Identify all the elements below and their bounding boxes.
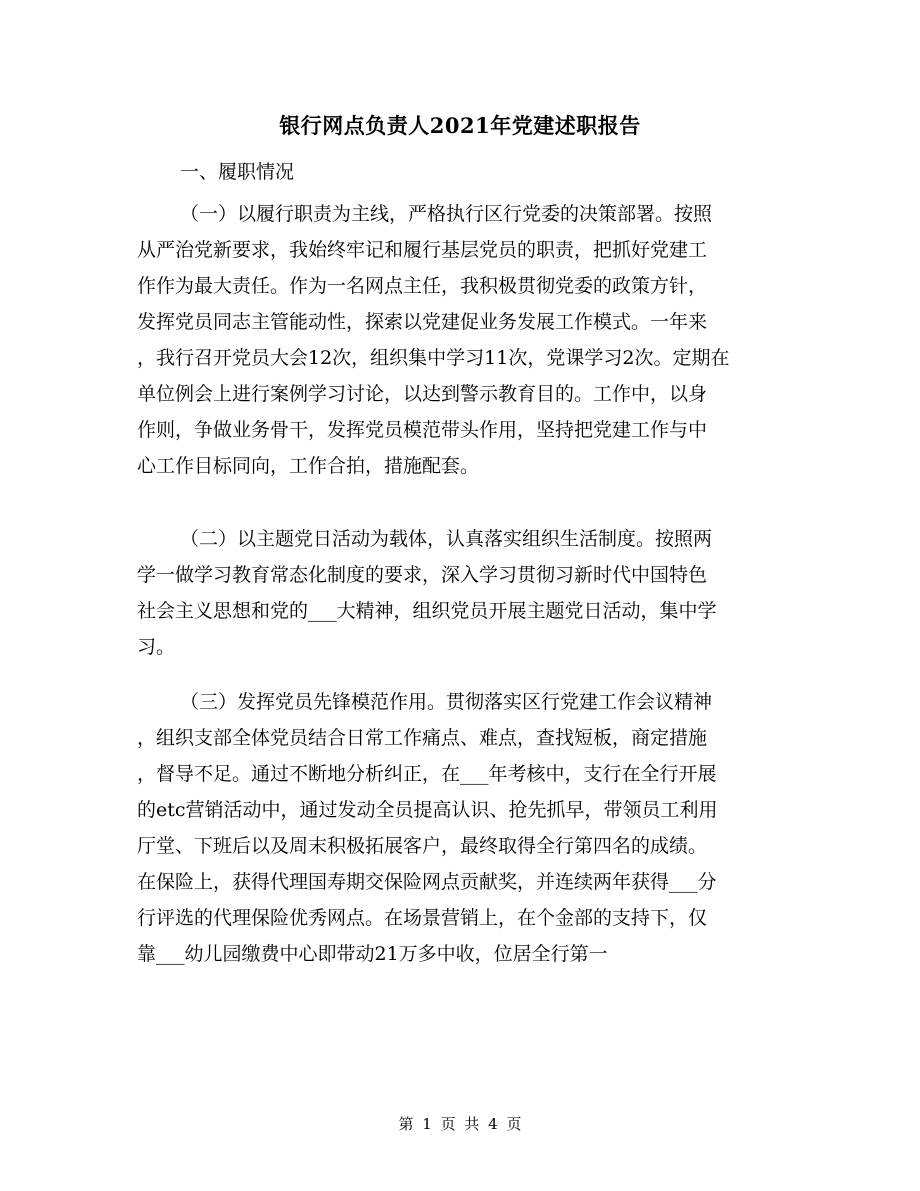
paragraph-line: 厅堂、下班后以及周末积极拓展客户，最终取得全行第四名的成绩。 (137, 835, 708, 857)
paragraph-line: 习。 (137, 636, 176, 658)
paragraph-line: ，我行召开党员大会12次，组织集中学习11次，党课学习2次。定期在 (137, 347, 730, 369)
paragraph-line: （一）以履行职责为主线，严格执行区行党委的决策部署。按照 (180, 203, 713, 225)
section-heading: 一、履职情况 (180, 161, 295, 183)
paragraph-line: 心工作目标同向，工作合拍，措施配套。 (137, 455, 480, 477)
paragraph-line: （二）以主题党日活动为载体，认真落实组织生活制度。按照两 (180, 528, 713, 550)
paragraph-line: 的etc营销活动中，通过发动全员提高认识、抢先抓早，带领员工利用 (137, 799, 718, 821)
paragraph-line: （三）发挥党员先锋模范作用。贯彻落实区行党建工作会议精神 (180, 691, 713, 713)
paragraph-line: 从严治党新要求，我始终牢记和履行基层党员的职责，把抓好党建工 (137, 239, 708, 261)
paragraph-line: 社会主义思想和党的___大精神，组织党员开展主题党日活动，集中学 (137, 600, 717, 622)
paragraph-line: ，组织支部全体党员结合日常工作痛点、难点，查找短板，商定措施 (137, 727, 708, 749)
paragraph-2 (137, 521, 782, 665)
paragraph-line: 发挥党员同志主管能动性，探索以党建促业务发展工作模式。一年来 (137, 311, 708, 333)
paragraph-line: ，督导不足。通过不断地分析纠正，在___年考核中，支行在全行开展 (137, 763, 717, 785)
document-title: 银行网点负责人2021年党建述职报告 (279, 113, 641, 138)
paragraph-line: 在保险上，获得代理国寿期交保险网点贡献奖，并连续两年获得___分 (137, 871, 717, 893)
paragraph-3 (137, 684, 782, 972)
paragraph-line: 靠___幼儿园缴费中心即带动21万多中收，位居全行第一 (137, 943, 608, 965)
page-footer: 第 1 页 共 4 页 (398, 1115, 522, 1133)
paragraph-line: 单位例会上进行案例学习讨论，以达到警示教育目的。工作中，以身 (137, 383, 708, 405)
paragraph-line: 作作为最大责任。作为一名网点主任，我积极贯彻党委的政策方针， (137, 275, 708, 297)
paragraph-1 (137, 196, 782, 484)
paragraph-line: 学一做学习教育常态化制度的要求，深入学习贯彻习新时代中国特色 (137, 564, 708, 586)
paragraph-line: 行评选的代理保险优秀网点。在场景营销上，在个金部的支持下，仅 (137, 907, 708, 929)
paragraph-line: 作则，争做业务骨干，发挥党员模范带头作用，坚持把党建工作与中 (137, 419, 708, 441)
